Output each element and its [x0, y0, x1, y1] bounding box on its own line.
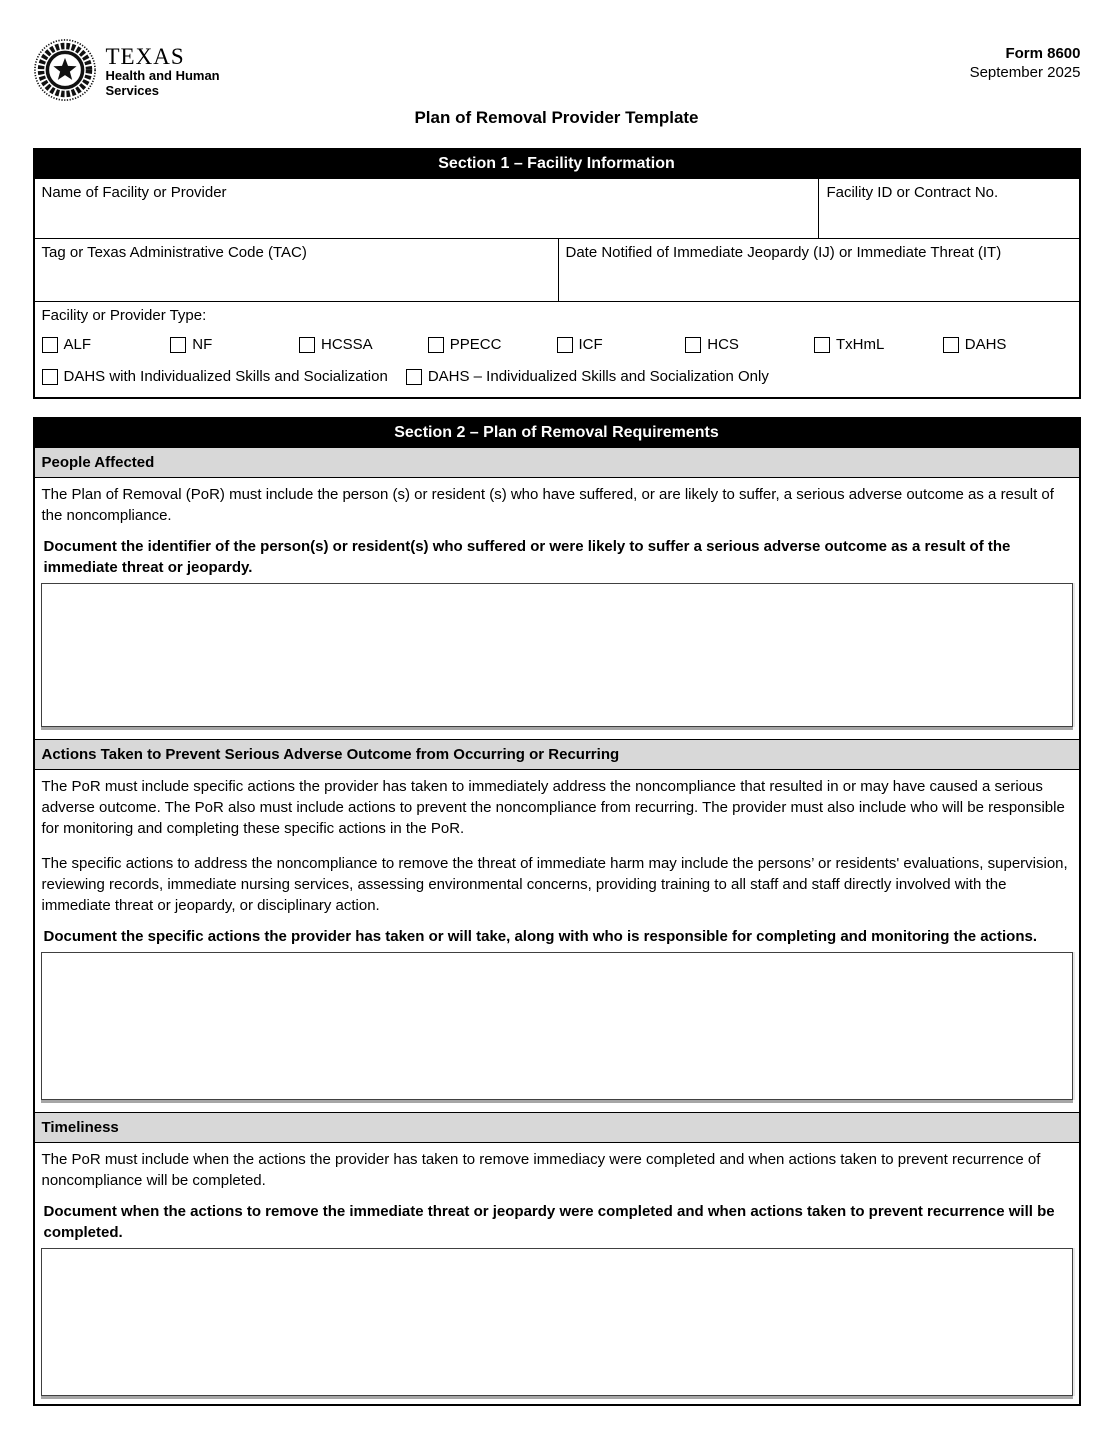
nf-label: NF: [192, 336, 213, 353]
actions-taken-paragraph-2: The specific actions to address the noncompliance to remove the threat of immediate harm may include the persons’ or residents' evaluations, supervision, reviewing records, immediate nursing services, assessing environmental concerns, providing training to all staff and staff directly involved with the immediate threat or jeopardy, or disciplinary action.: [41, 855, 1068, 914]
txhml-label: TxHmL: [836, 336, 885, 353]
actions-taken-textbox[interactable]: [41, 952, 1073, 1100]
provider-type-option-alf[interactable]: [42, 336, 171, 353]
facility-row-1: [35, 179, 1079, 238]
page-header: [33, 38, 1081, 102]
subsection-people-affected-heading: People Affected: [35, 448, 1079, 478]
people-affected-textbox[interactable]: [41, 583, 1073, 727]
hcs-checkbox[interactable]: [685, 337, 701, 353]
agency-name: TEXAS: [105, 44, 185, 69]
actions-taken-prompt: Document the specific actions the provider has taken or will take, along with who is responsible for completing and monitoring the actions.: [43, 928, 1037, 945]
form-date: September 2025: [969, 64, 1081, 81]
provider-type-options-row1: [42, 336, 1072, 353]
facility-name-field[interactable]: [35, 179, 819, 238]
dahs-iss-only-checkbox[interactable]: [406, 369, 422, 385]
subsection-actions-taken-heading: Actions Taken to Prevent Serious Adverse Outcome from Occurring or Recurring: [35, 739, 1079, 770]
agency-subtitle-line2: Services: [105, 83, 159, 98]
facility-row-2: [35, 238, 1079, 301]
timeliness-textbox[interactable]: [41, 1248, 1073, 1396]
provider-type-option-dahs-iss-only[interactable]: [406, 368, 769, 385]
dahs-label: DAHS: [964, 336, 1007, 353]
timeliness-description: [35, 1143, 1079, 1193]
section-2-header: Section 2 – Plan of Removal Requirements: [35, 419, 1079, 448]
section-1-facility-information: [33, 148, 1081, 399]
agency-subtitle-line1: Health and Human: [105, 68, 220, 83]
people-affected-description: [35, 478, 1079, 528]
facility-id-field[interactable]: [818, 179, 1078, 238]
hcs-label: HCS: [707, 336, 739, 353]
people-affected-prompt: Document the identifier of the person(s) or resident(s) who suffered or were likely to suffer a serious adverse outcome as a result of the immediate threat or jeopardy.: [43, 538, 1011, 576]
provider-type-section: [35, 301, 1079, 397]
form-page: [33, 0, 1081, 1406]
actions-taken-description: [35, 770, 1079, 918]
page-title: Plan of Removal Provider Template: [414, 108, 699, 127]
provider-type-option-icf[interactable]: [557, 336, 686, 353]
facility-id-label: Facility ID or Contract No.: [826, 184, 999, 201]
actions-taken-paragraph-1: The PoR must include specific actions the provider has taken to immediately address the noncompliance that resulted in or may have caused a serious adverse outcome. The PoR also must include actions to prevent the noncompliance from recurring. The provider must also include who will be responsible for monitoring and completing these specific actions in the PoR.: [41, 778, 1065, 837]
timeliness-paragraph: The PoR must include when the actions the provider has taken to remove immediacy were completed and when actions taken to prevent recurrence of noncompliance will be completed.: [41, 1151, 1041, 1189]
agency-wordmark: [106, 38, 220, 98]
form-meta: [970, 38, 1081, 82]
provider-type-label: Facility or Provider Type:: [41, 307, 207, 324]
form-number: Form 8600: [1005, 45, 1081, 62]
section-2-plan-of-removal-requirements: [33, 417, 1081, 1406]
nf-checkbox[interactable]: [170, 337, 186, 353]
provider-type-option-hcssa[interactable]: [299, 336, 428, 353]
ppecc-label: PPECC: [449, 336, 502, 353]
tac-field[interactable]: [35, 239, 558, 301]
provider-type-option-nf[interactable]: [170, 336, 299, 353]
texas-state-seal-icon: [33, 38, 97, 102]
people-affected-paragraph: The Plan of Removal (PoR) must include the person (s) or resident (s) who have suffered, or are likely to suffer, a serious adverse outcome as a result of the noncompliance.: [41, 486, 1054, 524]
icf-checkbox[interactable]: [557, 337, 573, 353]
agency-logo: [33, 38, 220, 102]
provider-type-option-dahs-with-iss[interactable]: [42, 368, 388, 385]
dahs-iss-only-label: DAHS – Individualized Skills and Socialization Only: [427, 368, 769, 385]
hcssa-checkbox[interactable]: [299, 337, 315, 353]
subsection-timeliness-heading: Timeliness: [35, 1112, 1079, 1143]
provider-type-option-ppecc[interactable]: [428, 336, 557, 353]
dahs-with-iss-label: DAHS with Individualized Skills and Socialization: [63, 368, 388, 385]
icf-label: ICF: [578, 336, 603, 353]
provider-type-option-txhml[interactable]: [814, 336, 943, 353]
provider-type-option-hcs[interactable]: [685, 336, 814, 353]
dahs-checkbox[interactable]: [943, 337, 959, 353]
provider-type-option-dahs[interactable]: [943, 336, 1072, 353]
txhml-checkbox[interactable]: [814, 337, 830, 353]
alf-checkbox[interactable]: [42, 337, 58, 353]
alf-label: ALF: [63, 336, 92, 353]
timeliness-prompt: Document when the actions to remove the immediate threat or jeopardy were completed and when actions taken to prevent recurrence will be completed.: [43, 1203, 1055, 1241]
provider-type-options-row2: [42, 368, 1072, 385]
tac-label: Tag or Texas Administrative Code (TAC): [41, 244, 307, 261]
dahs-with-iss-checkbox[interactable]: [42, 369, 58, 385]
facility-name-label: Name of Facility or Provider: [41, 184, 227, 201]
date-notified-field[interactable]: [558, 239, 1079, 301]
ppecc-checkbox[interactable]: [428, 337, 444, 353]
hcssa-label: HCSSA: [321, 336, 373, 353]
date-notified-label: Date Notified of Immediate Jeopardy (IJ) or Immediate Threat (IT): [565, 244, 1002, 261]
section-1-header: Section 1 – Facility Information: [35, 150, 1079, 179]
